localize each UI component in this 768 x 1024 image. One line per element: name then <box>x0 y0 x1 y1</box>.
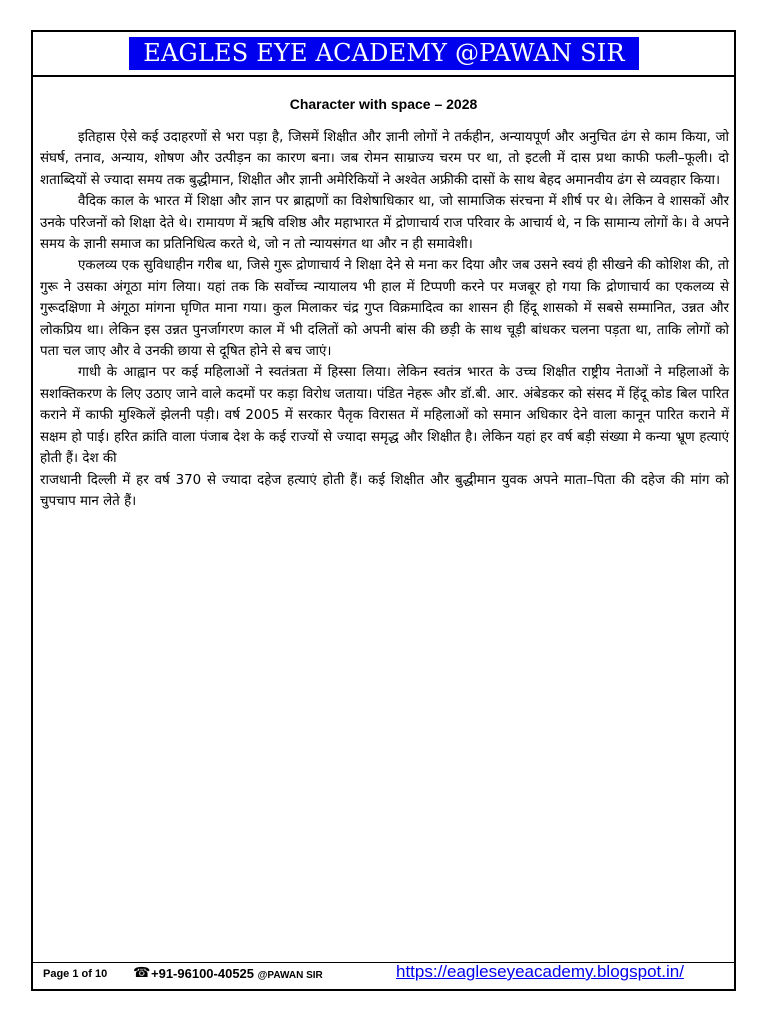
paragraph-history: इतिहास ऐसे कई उदाहरणों से भरा पड़ा है, जिसमें शिक्षीत और ज्ञानी लोगों ने तर्कहीन, अन्यायपूर्ण और अनुचित ढंग से काम किया, जो संघर्ष, तनाव, अन्याय, शोषण और उत्पीड़न का कारण बना। जब रोमन साम्राज्य चरम पर था, तो इटली में दास प्रथा काफी फली–फूली। दो शताब्दियों से ज्यादा समय तक बुद्धीमान, शिक्षीत और ज्ञानी अमेरिकियों ने अश्वेत अफ्रीकी दासों के साथ बेहद अमानवीय ढंग से व्यवहार किया। <box>40 130 729 188</box>
document-body <box>40 127 729 512</box>
phone-suffix: @PAWAN SIR <box>257 970 323 981</box>
phone-contact <box>151 966 323 981</box>
website-link[interactable]: https://eagleseyeacademy.blogspot.in/ <box>396 962 684 981</box>
document-title: Character with space – 2028 <box>289 96 478 112</box>
paragraph-dowry: राजधानी दिल्ली में हर वर्ष 370 से ज्यादा दहेज हत्याएं होती हैं। कई शिक्षीत और बुद्धीमान युवक अपने माता–पिता की दहेज की मांग को चुपचाप मान लेते हैं। <box>40 472 729 509</box>
page-number: Page 1 of 10 <box>43 968 108 980</box>
footer <box>33 962 734 986</box>
header <box>33 32 734 77</box>
paragraph-eklavya: एकलव्य एक सुविधाहीन गरीब था, जिसे गुरू द्रोणाचार्य ने शिक्षा देने से मना कर दिया और जब उसने स्वयं ही सीखने की कोशिश की, तो गुरू ने उसका अंगूठा मांग लिया। यहां तक कि सर्वोच्च न्यायालय भी हाल में टिप्पणी करने पर मजबूर हो गया कि द्रोणाचार्य का एकलव्य से गुरूदक्षिणा मे अंगूठा मांगना घृणित माना गया। कुल मिलाकर चंद्र गुप्त विक्रमादित्व का शासन ही हिंदू शासको में सबसे सम्मानित, उन्नत और लोकप्रिय था। लेकिन इस उन्नत पुनर्जागरण काल में भी दलितों को अपनी बांस की छड़ी के साथ चूड़ी बांधकर चलना पड़ता था, ताकि लोगों को पता चल जाए और वे उनकी छाया से दूषित होने से बच जाएं। <box>40 258 729 360</box>
paragraph-vedic: वैदिक काल के भारत में शिक्षा और ज्ञान पर ब्राह्मणों का विशेषाधिकार था, जो सामाजिक संरचना में शीर्ष पर थे। लेकिन वे शासकों और उनके परिजनों को शिक्षा देते थे। रामायण में ऋषि वशिष्ठ और महाभारत में द्रोणाचार्य राज परिवार के आचार्य थे, न कि सामान्य लोगों के। वे अपने समय के ज्ञानी समाज का प्रतिनिधित्व करते थे, जो न तो न्यायसंगत था और न ही समावेशी। <box>40 194 729 253</box>
telephone-icon: ☎ <box>133 965 151 981</box>
page-frame <box>31 30 736 991</box>
academy-name-banner: EAGLES EYE ACADEMY @PAWAN SIR <box>129 37 639 70</box>
phone-number: +91-96100-40525 <box>151 966 255 981</box>
paragraph-gandhi: गाधी के आह्वान पर कई महिलाओं ने स्वतंत्रता में हिस्सा लिया। लेकिन स्वतंत्र भारत के उच्च शिक्षीत राष्ट्रीय नेताओं ने महिलाओं के सशक्तिकरण के लिए उठाए जाने वाले कदमों पर कड़ा विरोध जताया। पंडित नेहरू और डॉ.बी. आर. अंबेडकर को संसद में हिंदू कोड बिल पारित कराने में काफी मुश्किलें झेलनी पड़ी। वर्ष 2005 में सरकार पैतृक विरासत में महिलाओं को समान अधिकार देने वाला कानून पारित कराने में सक्षम हो पाई। हरित क्रांति वाला पंजाब देश के कई राज्यों से ज्यादा समृद्ध और शिक्षीत है। लेकिन यहां हर वर्ष बड़ी संख्या मे कन्या भ्रूण हत्याएं होती हैं। देश की <box>40 365 729 467</box>
